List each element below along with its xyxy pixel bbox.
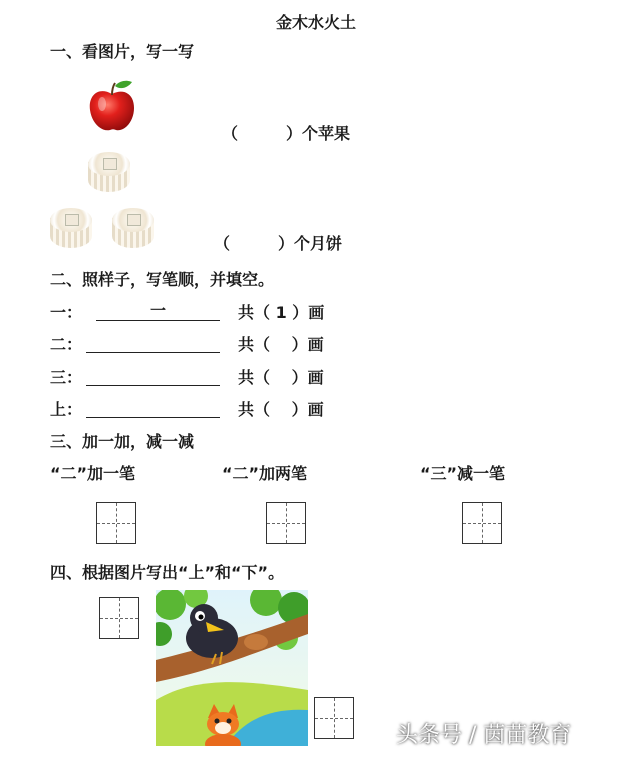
- section-1-heading: 一、看图片，写一写: [50, 42, 195, 61]
- stroke-count: 共（ ）画: [238, 335, 324, 354]
- section-2-heading: 二、照样子，写笔顺，并填空。: [50, 270, 275, 289]
- writing-grid-box[interactable]: [266, 502, 306, 544]
- stroke-order-blank[interactable]: [86, 368, 220, 386]
- mooncake-image: [112, 208, 154, 248]
- page-title: 金木水火土: [276, 13, 357, 32]
- stroke-count: 共（ 1 ）画: [238, 303, 325, 322]
- mooncake-count-question: （ ）个月饼: [214, 234, 343, 253]
- apple-image: [88, 78, 136, 134]
- writing-grid-box[interactable]: [96, 502, 136, 544]
- stroke-row-label: 三：: [50, 368, 83, 387]
- add-subtract-prompt: “三”减一笔: [420, 464, 506, 483]
- section-4-heading: 四、根据图片写出“上”和“下”。: [50, 563, 285, 582]
- stroke-row-label: 上：: [50, 400, 83, 419]
- stroke-order-blank[interactable]: [86, 400, 220, 418]
- stroke-order-blank[interactable]: [96, 303, 220, 321]
- stroke-count: 共（ ）画: [238, 400, 324, 419]
- section-3-heading: 三、加一加，减一减: [50, 432, 195, 451]
- stroke-example: 一: [149, 301, 166, 320]
- add-subtract-prompt: “二”加两笔: [222, 464, 308, 483]
- stroke-count: 共（ ）画: [238, 368, 324, 387]
- writing-grid-box[interactable]: [99, 597, 139, 639]
- mooncake-image: [88, 152, 130, 192]
- stroke-row-label: 一：: [50, 303, 83, 322]
- stroke-order-blank[interactable]: [86, 335, 220, 353]
- apple-count-question: （ ）个苹果: [222, 124, 351, 143]
- crow-and-fox-illustration: [156, 590, 308, 746]
- writing-grid-box[interactable]: [314, 697, 354, 739]
- stroke-row-label: 二：: [50, 335, 83, 354]
- writing-grid-box[interactable]: [462, 502, 502, 544]
- mooncake-image: [50, 208, 92, 248]
- add-subtract-prompt: “二”加一笔: [50, 464, 136, 483]
- watermark: 头条号 / 茵苗教育: [396, 723, 572, 748]
